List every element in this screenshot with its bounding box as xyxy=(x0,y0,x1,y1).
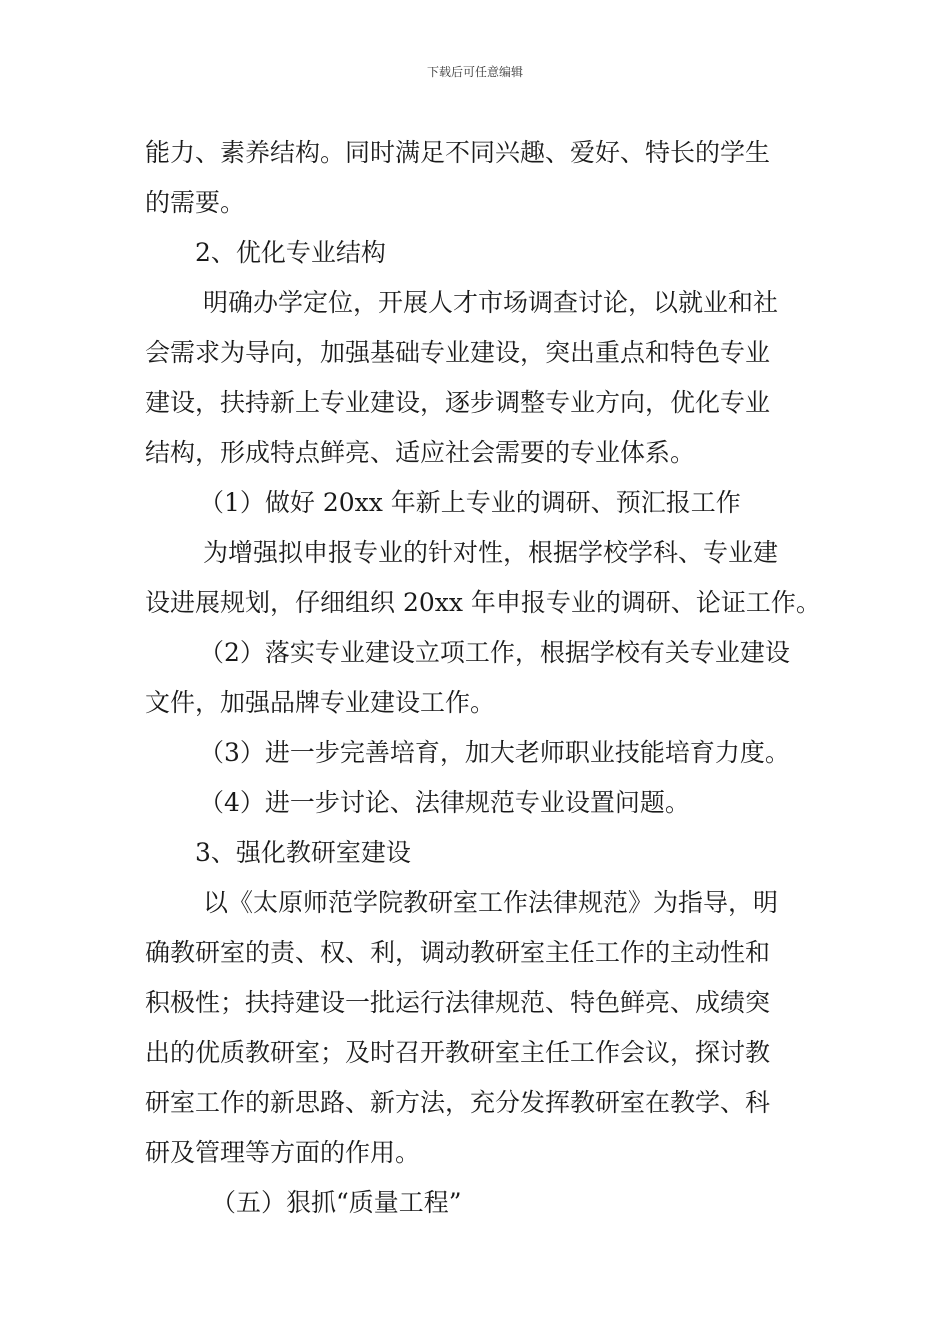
section-heading: 3、强化教研室建设 xyxy=(195,838,411,867)
paragraph-line: 出的优质教研室；及时召开教研室主任工作会议，探讨教 xyxy=(145,1038,771,1067)
page-header-note: 下载后可任意编辑 xyxy=(426,65,523,79)
paragraph-line: 建设，扶持新上专业建设，逐步调整专业方向，优化专业 xyxy=(145,388,771,417)
paragraph-line: （4）进一步讨论、法律规范专业设置问题。 xyxy=(199,788,690,817)
paragraph-line: 为增强拟申报专业的针对性，根据学校学科、专业建 xyxy=(203,538,779,567)
paragraph-line: 的需要。 xyxy=(145,188,246,217)
paragraph-line: 能力、素养结构。同时满足不同兴趣、爱好、特长的学生 xyxy=(145,138,771,167)
paragraph-line: 结构，形成特点鲜亮、适应社会需要的专业体系。 xyxy=(145,438,696,467)
paragraph-line: 积极性；扶持建设一批运行法律规范、特色鲜亮、成绩突 xyxy=(145,988,771,1017)
paragraph-line: 以《太原师范学院教研室工作法律规范》为指导，明 xyxy=(203,888,779,917)
paragraph-line: （3）进一步完善培育，加大老师职业技能培育力度。 xyxy=(199,738,790,767)
document-body xyxy=(145,128,821,1228)
paragraph-line: 明确办学定位，开展人才市场调查讨论，以就业和社 xyxy=(203,288,779,317)
paragraph-line: 文件，加强品牌专业建设工作。 xyxy=(145,688,496,717)
subsection-heading: （1）做好 20xx 年新上专业的调研、预汇报工作 xyxy=(199,488,741,517)
paragraph-line: （2）落实专业建设立项工作，根据学校有关专业建设 xyxy=(199,638,790,667)
section-heading: （五）狠抓“质量工程” xyxy=(211,1188,462,1217)
section-heading: 2、优化专业结构 xyxy=(195,238,386,267)
paragraph-line: 研室工作的新思路、新方法，充分发挥教研室在教学、科 xyxy=(145,1088,771,1117)
paragraph-line: 会需求为导向，加强基础专业建设，突出重点和特色专业 xyxy=(145,338,771,367)
paragraph-line: 研及管理等方面的作用。 xyxy=(145,1138,421,1167)
paragraph-line: 设进展规划，仔细组织 20xx 年申报专业的调研、论证工作。 xyxy=(145,588,821,617)
paragraph-line: 确教研室的责、权、利，调动教研室主任工作的主动性和 xyxy=(145,938,771,967)
